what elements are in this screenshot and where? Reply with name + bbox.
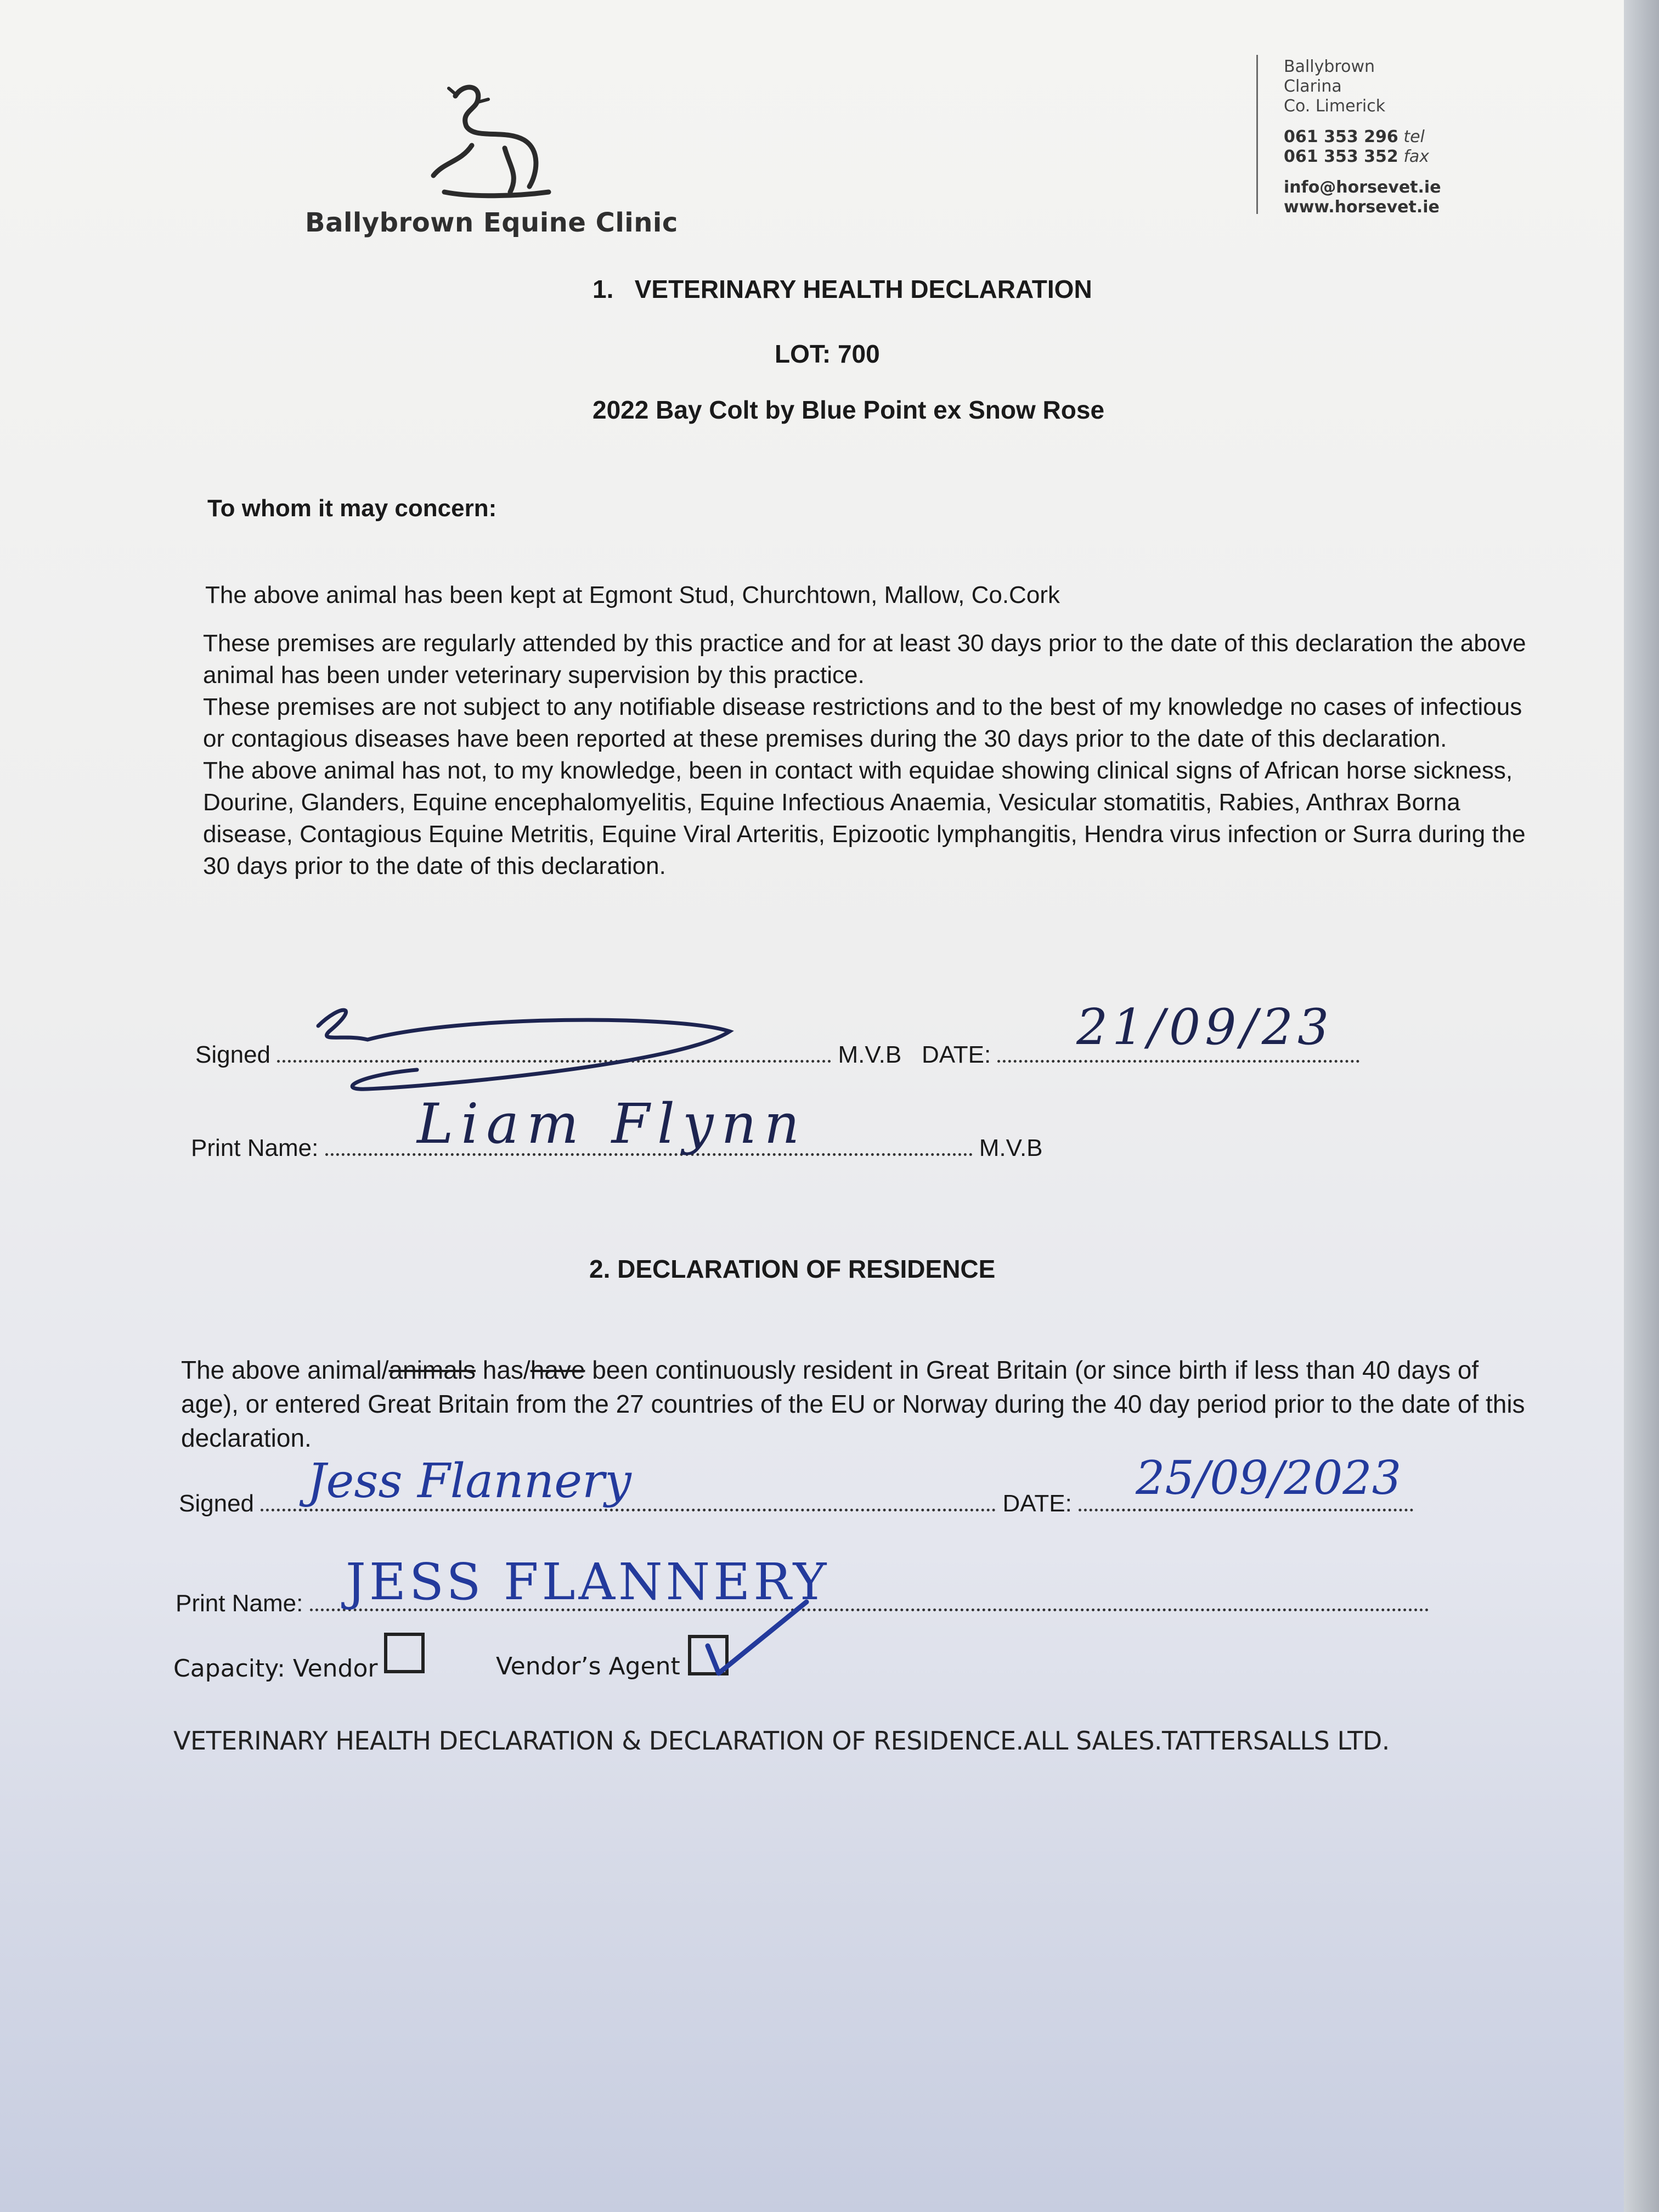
clinic-name: Ballybrown Equine Clinic bbox=[305, 207, 678, 238]
footer-text: VETERINARY HEALTH DECLARATION & DECLARATION OF RESIDENCE.ALL SALES.TATTERSALLS LTD. bbox=[173, 1726, 1390, 1756]
vendor-checkbox[interactable] bbox=[384, 1633, 425, 1673]
phone-line bbox=[1284, 127, 1441, 147]
email-link[interactable]: info@horsevet.ie bbox=[1284, 178, 1441, 197]
phone-label: tel bbox=[1403, 127, 1425, 146]
struck-have: have bbox=[530, 1356, 585, 1384]
supervision-paragraph: These premises are regularly attended by this practice and for at least 30 days prior to the date of this declaration the above animal has been under veterinary supervision by this practice. bbox=[203, 630, 1526, 689]
vendor-print-name-label: Print Name: bbox=[176, 1590, 303, 1617]
address-line-2: Clarina bbox=[1284, 77, 1342, 96]
vet-mvb-label: M.V.B bbox=[838, 1041, 902, 1068]
declaration-body bbox=[203, 628, 1542, 882]
vendor-date-handwritten: 25/09/2023 bbox=[1136, 1451, 1402, 1505]
vet-print-mvb-label: M.V.B bbox=[979, 1135, 1043, 1161]
vendor-print-name-handwritten: JESS FLANNERY bbox=[346, 1553, 830, 1611]
kept-at-statement: The above animal has been kept at Egmont Stud, Churchtown, Mallow, Co.Cork bbox=[205, 582, 1060, 608]
vendor-date-label: DATE: bbox=[1002, 1490, 1072, 1517]
vendors-agent-label: Vendor’s Agent bbox=[496, 1652, 680, 1680]
fax-label: fax bbox=[1403, 147, 1430, 166]
address-line-1: Ballybrown bbox=[1284, 57, 1375, 76]
vet-print-name-label: Print Name: bbox=[191, 1135, 319, 1161]
page-edge-shadow bbox=[1624, 0, 1659, 2212]
vet-date-handwritten: 21/09/23 bbox=[1076, 998, 1334, 1056]
phone-number: 061 353 296 bbox=[1284, 127, 1398, 146]
vet-signed-label: Signed bbox=[195, 1041, 271, 1068]
header-divider bbox=[1256, 55, 1258, 214]
contact-paragraph: The above animal has not, to my knowledge, been in contact with equidae showing clinical signs of African horse sickness, Dourine, Glanders, Equine encephalomyelitis, Equine Infectious Anaemia, Vesicular stomatitis, Rabies, Anthrax Borna disease, Contagious Equine Metritis, Equine Viral Arteritis, Epizootic lymphangitis, Hendra virus infection or Surra during the 30 days prior to the date of this declaration. bbox=[203, 757, 1526, 879]
lot-number: LOT: 700 bbox=[775, 340, 880, 368]
vet-date-label: DATE: bbox=[921, 1041, 991, 1068]
contact-block bbox=[1284, 57, 1441, 217]
horse-logo-icon bbox=[422, 80, 565, 200]
address-line-3: Co. Limerick bbox=[1284, 97, 1386, 116]
salutation: To whom it may concern: bbox=[207, 495, 497, 522]
horse-description: 2022 Bay Colt by Blue Point ex Snow Rose bbox=[592, 396, 1105, 424]
residence-text-3: been continuously resident in Great Britain (or since birth if less than 40 days of age), or entered Great Britain from the 27 countries of the EU or Norway during the 40 day period prior to the date of this declaration. bbox=[181, 1356, 1525, 1452]
vendor-signature: Jess Flannery bbox=[307, 1454, 631, 1509]
vendor-signed-label: Signed bbox=[179, 1490, 255, 1517]
residence-text-1: The above animal/ bbox=[181, 1356, 389, 1384]
section-1-title: 1. VETERINARY HEALTH DECLARATION bbox=[592, 275, 1092, 303]
capacity-vendor-label: Capacity: Vendor bbox=[173, 1655, 378, 1683]
residence-text-2: has/ bbox=[475, 1356, 531, 1384]
vet-signature-scribble bbox=[296, 993, 746, 1103]
website-link[interactable]: www.horsevet.ie bbox=[1284, 198, 1440, 217]
section-2-title: 2. DECLARATION OF RESIDENCE bbox=[589, 1255, 996, 1283]
struck-animals: animals bbox=[388, 1356, 476, 1384]
restrictions-paragraph: These premises are not subject to any notifiable disease restrictions and to the best of my knowledge no cases of infectious or contagious diseases have been reported at these premises during the 30 days prior to the date of this declaration. bbox=[203, 693, 1522, 752]
fax-line bbox=[1284, 147, 1441, 167]
fax-number: 061 353 352 bbox=[1284, 147, 1398, 166]
vet-print-name-handwritten: Liam Flynn bbox=[417, 1092, 808, 1156]
agent-check-mark-icon bbox=[697, 1591, 817, 1684]
residence-statement bbox=[181, 1353, 1536, 1455]
